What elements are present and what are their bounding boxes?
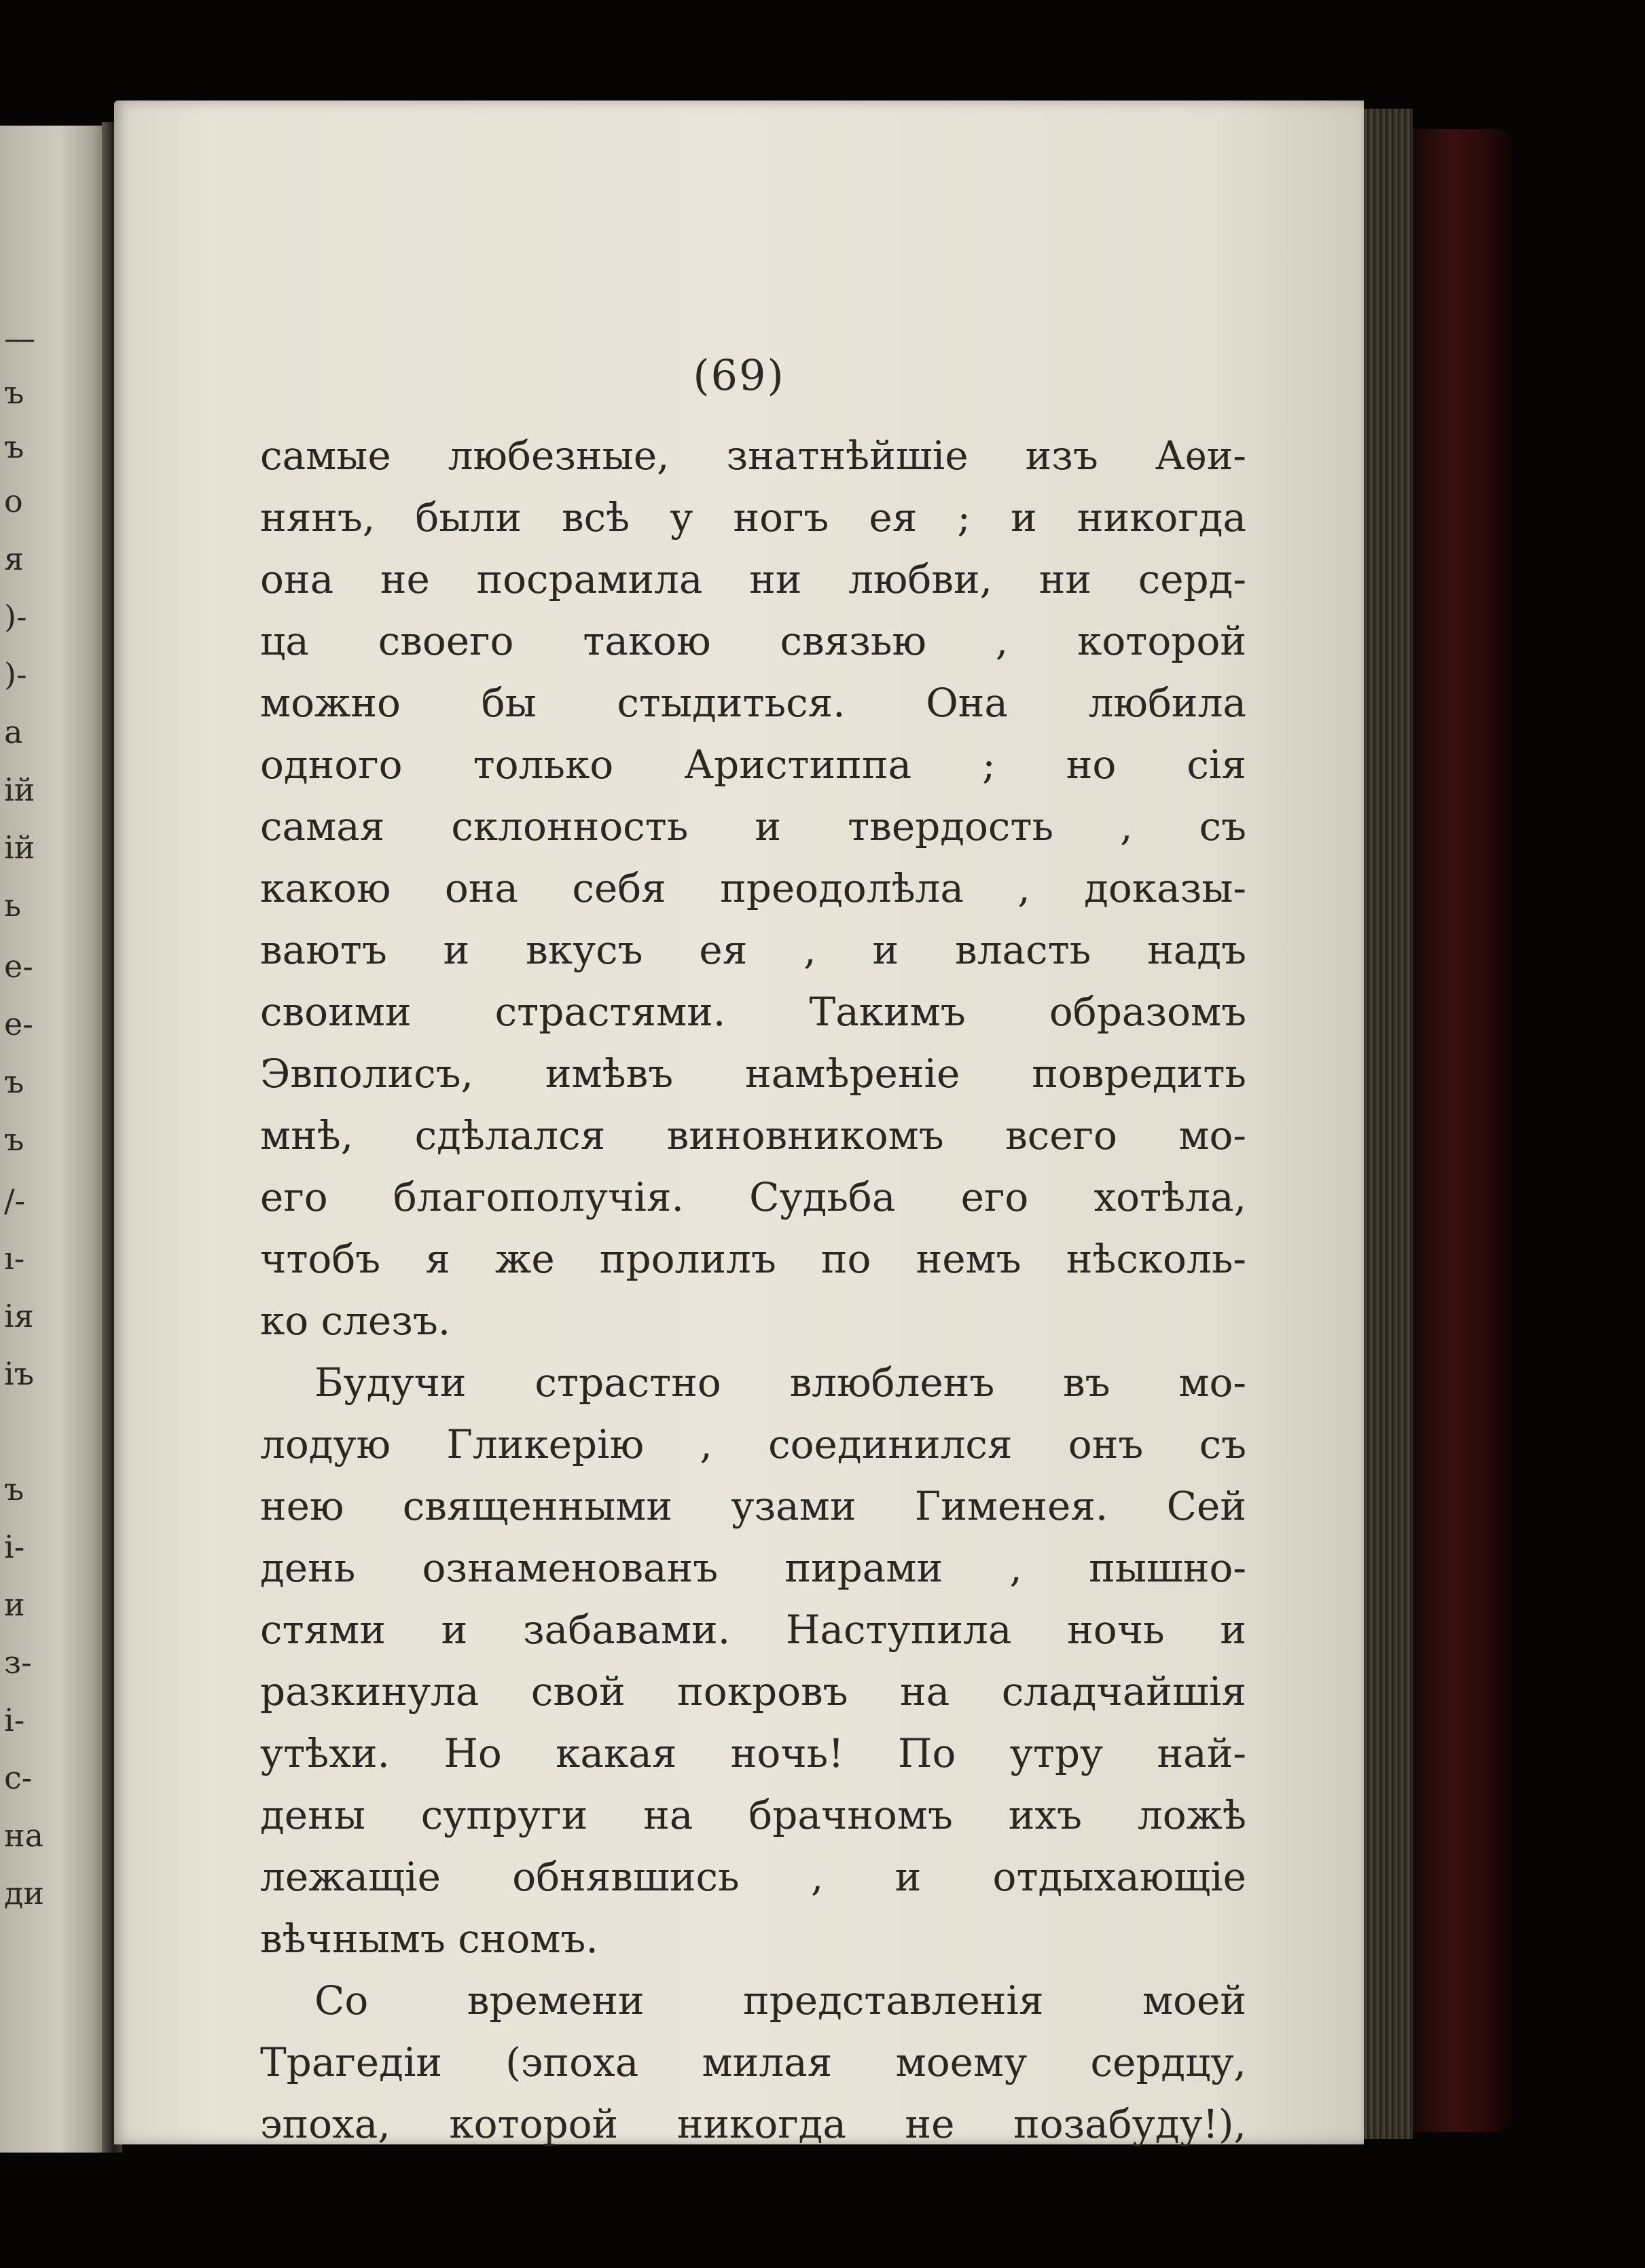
- text-line: одного только Аристиппа ; но сія: [260, 742, 1246, 788]
- book-page: [114, 100, 1364, 2147]
- page-edge-fragment: ъ: [4, 1471, 24, 1507]
- page-edge-fragment: ъ: [4, 374, 24, 411]
- page-edge-fragment: ди: [4, 1875, 44, 1912]
- text-line: чтобъ я же пролилъ по немъ нѣсколь-: [260, 1236, 1246, 1282]
- page-edge-fragment: ь: [4, 887, 22, 923]
- page-edge-fragment: с-: [4, 1759, 33, 1796]
- text-line: его благополучія. Судьба его хотѣла,: [260, 1174, 1246, 1220]
- text-line: своими страстями. Такимъ образомъ: [260, 989, 1246, 1035]
- page-edge-fragment: )-: [4, 598, 27, 635]
- text-line: Эвполисъ, имѣвъ намѣреніе повредить: [260, 1050, 1246, 1097]
- page-edge-fragment: а: [4, 714, 23, 750]
- page-edge-fragment: и: [4, 1586, 25, 1623]
- text-line: можно бы стыдиться. Она любила: [260, 680, 1246, 726]
- book-cover-edge: [1413, 129, 1515, 2132]
- page-edge-fragment: ъ: [4, 1121, 24, 1158]
- text-line: стями и забавами. Наступила ночь и: [260, 1607, 1246, 1653]
- text-line: дены супруги на брачномъ ихъ ложѣ: [260, 1792, 1246, 1838]
- page-edge-fragment: ъ: [4, 428, 24, 465]
- page-edge-fragment: /-: [4, 1182, 26, 1219]
- text-line: день ознаменованъ пирами , пышно-: [260, 1545, 1246, 1591]
- page-edge-fragment: е-: [4, 1006, 33, 1042]
- text-line: разкинула свой покровъ на сладчайшія: [260, 1668, 1246, 1715]
- text-line: нею священными узами Гименея. Сей: [260, 1483, 1246, 1529]
- page-edge-fragment: ій: [4, 829, 35, 866]
- text-line: утѣхи. Но какая ночь! По утру най-: [260, 1730, 1246, 1776]
- page-edge-fragment: на: [4, 1817, 44, 1854]
- previous-page-edge: [0, 126, 109, 2153]
- page-edge-fragment: і-: [4, 1702, 25, 1738]
- page-number: (69): [693, 350, 785, 400]
- page-edge-fragment: е-: [4, 948, 33, 985]
- page-edge-fragment: ı-: [4, 1240, 25, 1277]
- text-line: лодую Гликерію , соединился онъ съ: [260, 1421, 1246, 1467]
- page-edge-fragment: з-: [4, 1644, 32, 1681]
- text-line: вѣчнымъ сномъ.: [260, 1916, 598, 1962]
- text-line: лежащіе обнявшись , и отдыхающіе: [260, 1854, 1246, 1900]
- page-edge-fragment: я: [4, 541, 24, 577]
- page-edge-fragment: ія: [4, 1298, 34, 1334]
- page-edge-fragment: о: [4, 483, 23, 519]
- text-line: она не посрамила ни любви, ни серд-: [260, 556, 1246, 602]
- page-text: [260, 425, 1246, 2155]
- text-line: ца своего такою связью , которой: [260, 618, 1246, 664]
- page-edge-fragment: ъ: [4, 1063, 24, 1100]
- page-edge-fragment: і-: [4, 1529, 25, 1565]
- text-line: ко слезъ.: [260, 1298, 451, 1344]
- text-line: Со времени представленія моей: [314, 1977, 1246, 2024]
- page-edge-fragment: іъ: [4, 1355, 34, 1392]
- text-line: нянъ, были всѣ у ногъ ея ; и никогда: [260, 494, 1246, 541]
- text-line: ваютъ и вкусъ ея , и власть надъ: [260, 927, 1246, 973]
- text-line: эпоха, которой никогда не позабуду!),: [260, 2101, 1246, 2147]
- page-edge-fragment: —: [4, 320, 35, 356]
- text-line: Трагедіи (эпоха милая моему сердцу,: [260, 2039, 1246, 2085]
- text-line: самые любезные, знатнѣйшіе изъ Аѳи-: [260, 433, 1246, 479]
- text-line: Будучи страстно влюбленъ въ мо-: [314, 1359, 1246, 1406]
- page-edge-fragment: )-: [4, 656, 27, 693]
- text-line: мнѣ, сдѣлался виновникомъ всего мо-: [260, 1112, 1246, 1158]
- text-line: самая склонность и твердость , съ: [260, 803, 1246, 849]
- text-line: какою она себя преодолѣла , доказы-: [260, 865, 1246, 911]
- page-edge-fragment: ій: [4, 771, 35, 808]
